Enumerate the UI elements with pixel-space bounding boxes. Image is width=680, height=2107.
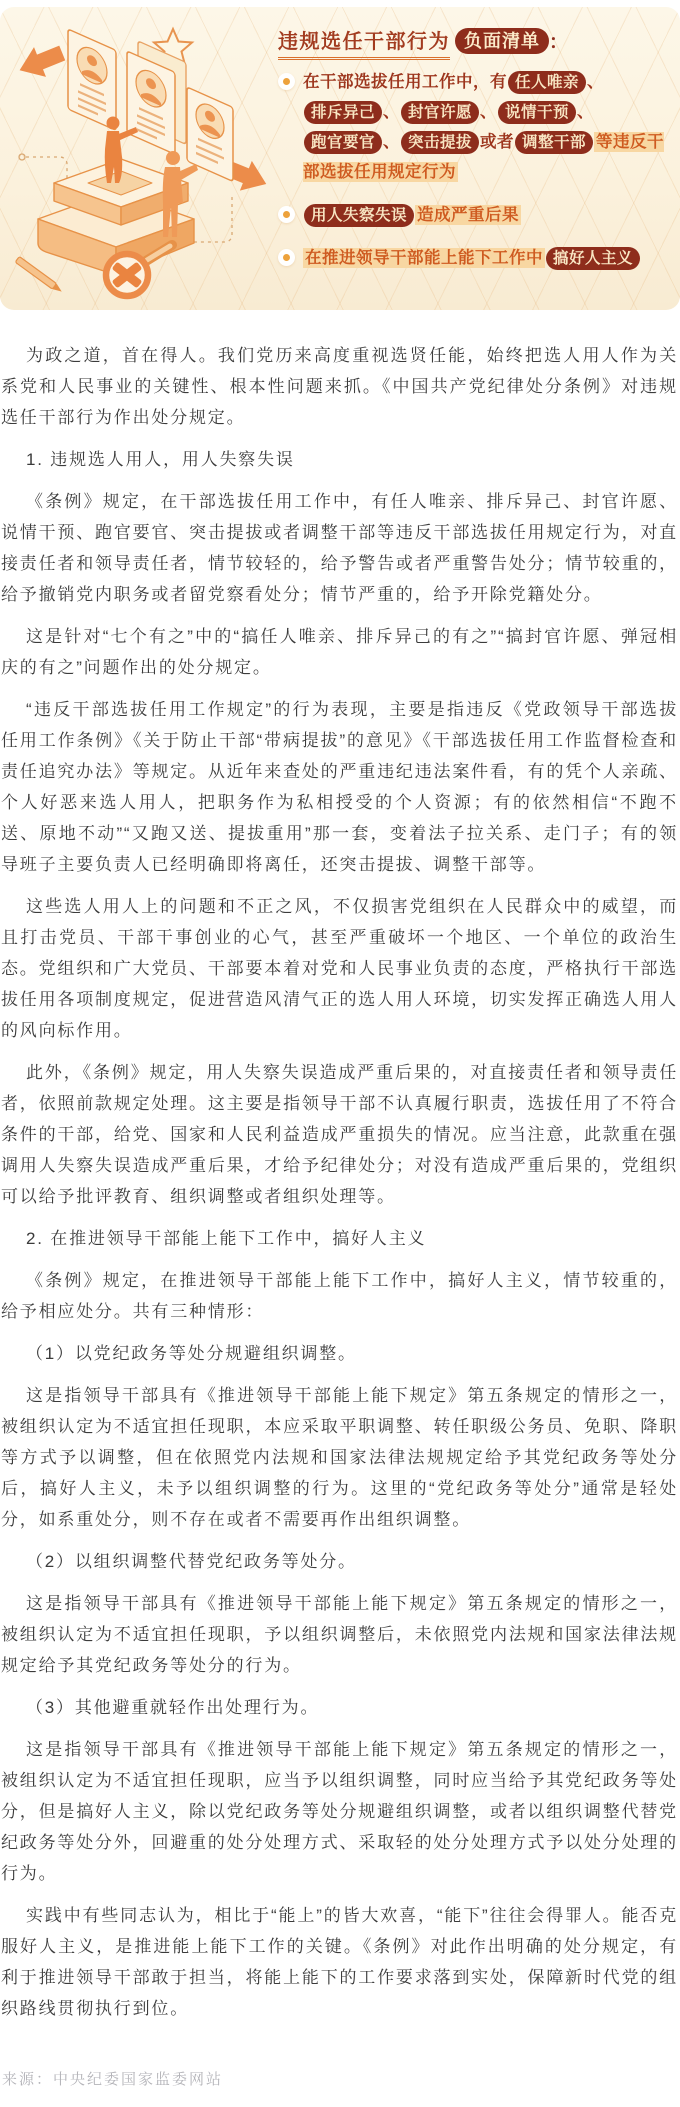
article-paragraph: 《条例》规定，在干部选拔任用工作中，有任人唯亲、排斥异己、封官许愿、说情干预、跑官要官、突击提拔或者调整干部等违反干部选拔任用规定行为，对直接责任者和领导责任者，情节较轻的，给予警告或者严重警告处分；情节较重的，给予撤销党内职务或者留党察看处分；情节严重的，给予开除党籍处分。 [1,492,678,604]
bullet-icon [278,206,295,223]
banner-content [278,25,674,286]
article-paragraph: 这是指领导干部具有《推进领导干部能上能下规定》第五条规定的情形之一，被组织认定为不适宜担任现职，予以组织调整后，未依照党内法规和国家法律法规规定给予其党纪政务等处分的行为。 [1,1594,678,1675]
article-paragraph: 这是指领导干部具有《推进领导干部能上能下规定》第五条规定的情形之一，被组织认定为不适宜担任现职，本应采取平职调整、转任职级公务员、免职、降职等方式予以调整，但在依照党内法规和国家法律法规规定给予其党纪政务等处分后，搞好人主义，未予以组织调整的行为。这里的“党纪政务等处分”通常是轻处分，如系重处分，则不存在或者不需要再作出组织调整。 [1,1386,678,1529]
term-badge: 封官许愿 [401,101,479,124]
term-badge: 用人失察失误 [304,204,414,227]
article-paragraph: 实践中有些同志认为，相比于“能上”的皆大欢喜，“能下”往往会得罪人。能否克服好人主义，是推进能上能下工作的关键。《条例》对此作出明确的处分规定，有利于推进领导干部敢于担当，将能上能下的工作要求落到实处，保障新时代党的组织路线贯彻执行到位。 [1,1906,678,2018]
candidate-card-1 [68,29,116,130]
term-badge: 调整干部 [515,131,593,154]
highlighted-phrase: 造成严重后果 [417,206,520,224]
source-line: 来源：中央纪委国家监委网站 [2,2071,224,2088]
bullet-icon [278,249,295,266]
article-paragraph: 为政之道，首在得人。我们党历来高度重视选贤任能，始终把选人用人作为关系党和人民事业的关键性、根本性问题来抓。《中国共产党纪律处分条例》对违规选任干部行为作出处分规定。 [1,346,678,427]
banner-item [278,67,674,187]
sub-item-heading: （1）以党纪政务等处分规避组织调整。 [26,1344,357,1363]
banner-item-text: 、 [383,103,401,121]
banner-item-text: 、 [587,73,605,91]
banner-item-text: 、 [383,133,401,151]
highlighted-phrase: 在推进领导干部能上能下工作中 [305,249,543,267]
term-badge: 说情干预 [498,101,576,124]
banner-title [278,25,674,54]
article-paragraph: 《条例》规定，在推进领导干部能上能下工作中，搞好人主义，情节较重的，给予相应处分。共有三种情形： [1,1271,678,1321]
section-heading: 2. 在推进领导干部能上能下工作中，搞好人主义 [26,1229,427,1248]
pencil-icon [15,256,64,294]
banner-item-text: 、 [577,103,595,121]
highlighted-phrase: 等违反干部选拔任用规定行为 [303,133,665,181]
section-heading: 1. 违规选人用人，用人失察失误 [26,450,295,469]
term-badge: 任人唯亲 [508,71,586,94]
term-badge: 突击提拔 [401,131,479,154]
banner-title-text: 违规选任干部行为 [278,31,450,60]
banner-item [278,243,674,273]
article-body [0,310,680,2024]
sub-item-heading: （3）其他避重就轻作出处理行为。 [26,1698,320,1717]
term-badge: 搞好人主义 [546,247,640,270]
banner-item-text: 在干部选拔任用工作中，有 [303,73,507,91]
term-badge: 排斥异己 [304,101,382,124]
banner-list [278,67,674,273]
banner-illustration [0,7,280,310]
term-badge: 跑官要官 [304,131,382,154]
article-paragraph: 这是针对“七个有之”中的“搞任人唯亲、排斥异己的有之”“搞封官许愿、弹冠相庆的有之”问题作出的处分规定。 [1,627,678,677]
article-paragraph: “违反干部选拔任用工作规定”的行为表现，主要是指违反《党政领导干部选拔任用工作条例》《关于防止干部“带病提拔”的意见》《干部选拔任用工作监督检查和责任追究办法》等规定。从近年来查处的严重违纪违法案件看，有的凭个人亲疏、个人好恶来选人用人，把职务作为私相授受的个人资源；有的依然相信“不跑不送、原地不动”“又跑又送、提拔重用”那一套，变着法子拉关系、走门子；有的领导班子主要负责人已经明确即将离任，还突击提拔、调整干部等。 [1,700,678,874]
banner-title-colon: ： [549,32,569,53]
article-paragraph: 这是指领导干部具有《推进领导干部能上能下规定》第五条规定的情形之一，被组织认定为不适宜担任现职，应当予以组织调整，同时应当给予其党纪政务等处分，但是搞好人主义，除以党纪政务等处分规避组织调整，或者以组织调整代替党纪政务等处分外，回避重的处分处理方式、采取轻的处分处理方式予以处分处理的行为。 [1,1740,678,1883]
left-arrow-icon [14,38,69,85]
article-paragraph: 此外，《条例》规定，用人失察失误造成严重后果的，对直接责任者和领导责任者，依照前款规定处理。这主要是指领导干部不认真履行职责，选拔任用了不符合条件的干部，给党、国家和人民利益造成严重损失的情况。应当注意，此款重在强调用人失察失误造成严重后果，才给予纪律处分；对没有造成严重后果的，党组织可以给予批评教育、组织调整或者组织处理等。 [1,1063,678,1206]
bullet-icon [278,73,295,90]
banner-item-text: 、 [480,103,498,121]
sub-item-heading: （2）以组织调整代替党纪政务等处分。 [26,1552,357,1571]
article-paragraph: 这些选人用人上的问题和不正之风，不仅损害党组织在人民群众中的威望，而且打击党员、干部干事创业的心气，甚至严重破坏一个地区、一个单位的政治生态。党组织和广大党员、干部要本着对党和人民事业负责的态度，严格执行干部选拔任用各项制度规定，促进营造风清气正的选人用人环境，切实发挥正确选人用人的风向标作用。 [1,897,678,1040]
negative-list-badge: 负面清单 [455,28,549,54]
article-page [0,7,680,2107]
banner [0,7,680,310]
banner-item [278,200,674,230]
banner-item-text: 或者 [480,133,515,151]
